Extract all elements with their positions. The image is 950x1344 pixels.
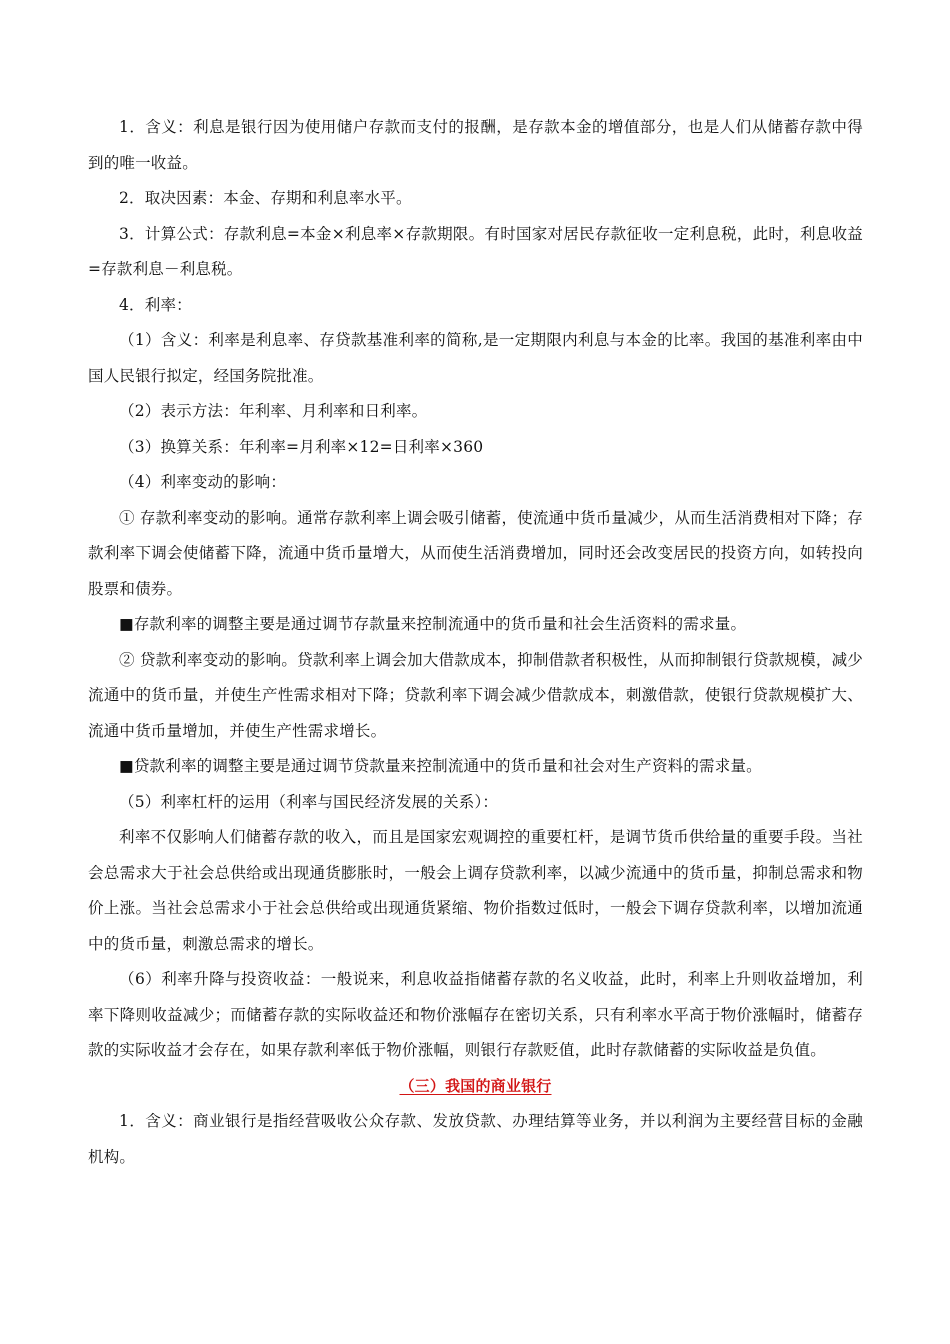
- paragraph-loan-rate-note: ■贷款利率的调整主要是通过调节贷款量来控制流通中的货币量和社会对生产资料的需求量。: [119, 757, 762, 775]
- paragraph-rate-conversion: （3）换算关系：年利率=月利率×12=日利率×360: [119, 437, 484, 456]
- section-title-commercial-banks: （三）我国的商业银行: [399, 1076, 552, 1095]
- paragraph-formula: 3．计算公式：存款利息=本金×利息率×存款期限。有时国家对居民存款征收一定利息税，此时，利息收益=存款利息－利息税。: [88, 224, 863, 278]
- paragraph-interest-rate-heading: 4．利率：: [119, 295, 192, 314]
- paragraph-rate-expression: （2）表示方法：年利率、月利率和日利率。: [119, 402, 428, 420]
- paragraph-rate-lever-body: 利率不仅影响人们储蓄存款的收入，而且是国家宏观调控的重要杠杆，是调节货币供给量的重要手段。当社会总需求大于社会总供给或出现通货膨胀时，一般会上调存贷款利率，以减少流通中的货币量，抑制总需求和物价上涨。当社会总需求小于社会总供给或出现通货紧缩、物价指数过低时，一般会下调存贷款利率，以增加流通中的货币量，刺激总需求的增长。: [88, 828, 863, 953]
- paragraph-commercial-bank-meaning: 1．含义：商业银行是指经营吸收公众存款、发放贷款、办理结算等业务，并以利润为主要经营目标的金融机构。: [88, 1112, 863, 1166]
- paragraph-deposit-rate-effect: ① 存款利率变动的影响。通常存款利率上调会吸引储蓄，使流通中货币量减少，从而生活消费相对下降；存款利率下调会使储蓄下降，流通中货币量增大，从而使生活消费增加，同时还会改变居民的投资方向，如转投向股票和债券。: [88, 508, 863, 598]
- paragraph-loan-rate-effect: ② 贷款利率变动的影响。贷款利率上调会加大借款成本，抑制借款者积极性，从而抑制银行贷款规模，减少流通中的货币量，并使生产性需求相对下降；贷款利率下调会减少借款成本，刺激借款，使银行贷款规模扩大、流通中货币量增加，并使生产性需求增长。: [88, 650, 863, 740]
- paragraph-rate-investment: （6）利率升降与投资收益：一般说来，利息收益指储蓄存款的名义收益，此时，利率上升则收益增加，利率下降则收益减少；而储蓄存款的实际收益还和物价涨幅存在密切关系，只有利率水平高于物价涨幅时，储蓄存款的实际收益才会存在，如果存款利率低于物价涨幅，则银行存款贬值，此时存款储蓄的实际收益是负值。: [88, 970, 863, 1059]
- paragraph-determinants: 2．取决因素：本金、存期和利息率水平。: [119, 189, 412, 207]
- paragraph-deposit-rate-note: ■存款利率的调整主要是通过调节存款量来控制流通中的货币量和社会生活资料的需求量。: [119, 615, 747, 633]
- paragraph-rate-change-heading: （4）利率变动的影响：: [119, 473, 287, 491]
- document-body: [88, 110, 863, 1175]
- paragraph-rate-lever-heading: （5）利率杠杆的运用（利率与国民经济发展的关系）：: [119, 792, 499, 811]
- paragraph-interest-meaning: 1．含义：利息是银行因为使用储户存款而支付的报酬，是存款本金的增值部分，也是人们从储蓄存款中得到的唯一收益。: [88, 118, 863, 172]
- paragraph-rate-meaning: （1）含义：利率是利息率、存贷款基准利率的简称,是一定期限内利息与本金的比率。我国的基准利率由中国人民银行拟定，经国务院批准。: [88, 331, 863, 385]
